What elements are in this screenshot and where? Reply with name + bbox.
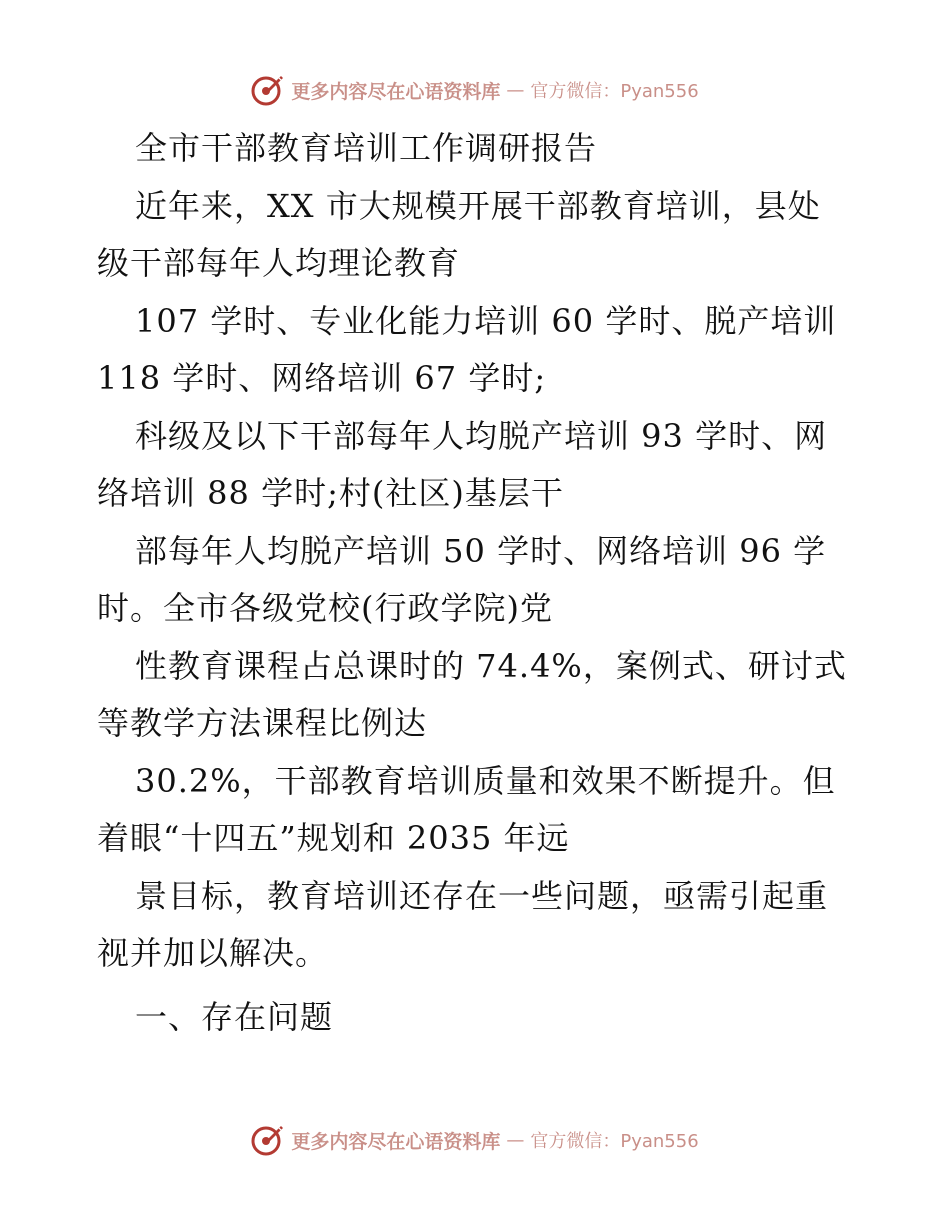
section-heading: 一、存在问题 [135,997,334,1036]
paragraph-line: 科级及以下干部每年人均脱产培训 93 学时、网 [135,416,828,455]
paragraph-line: 景目标，教育培训还存在一些问题，亟需引起重 [135,876,829,915]
paragraph-line: 级干部每年人均理论教育 [97,244,461,282]
paragraph-line: 等教学方法课程比例达 [97,704,428,742]
banner-main-text: 更多内容尽在心语资料库 [291,80,501,103]
document-title: 全市干部教育培训工作调研报告 [135,129,598,167]
paragraph-line: 络培训 88 学时;村(社区)基层干 [97,474,564,512]
paragraph-line: 性教育课程占总课时的 74.4%，案例式、研讨式 [135,646,847,685]
paragraph-line: 118 学时、网络培训 67 学时; [97,359,547,397]
paragraph-line: 近年来，XX 市大规模开展干部教育培训，县处 [135,186,821,225]
banner-dash: — [506,79,525,101]
paragraph-line: 107 学时、专业化能力培训 60 学时、脱产培训 [135,301,837,340]
footer-banner [0,1120,950,1160]
document-body [97,120,857,1046]
paragraph-line: 部每年人均脱产培训 50 学时、网络培训 96 学 [135,531,827,570]
paragraph-line: 视并加以解决。 [97,934,329,972]
paragraph-line: 时。全市各级党校(行政学院)党 [97,589,553,627]
banner-main-text: 更多内容尽在心语资料库 [291,1130,501,1153]
paragraph-line: 着眼“十四五”规划和 2035 年远 [97,819,570,857]
paragraph-line: 30.2%，干部教育培训质量和效果不断提升。但 [135,761,836,800]
header-banner [0,70,950,110]
banner-wechat-text: 官方微信：Pyan556 [530,81,699,102]
banner-wechat-text: 官方微信：Pyan556 [530,1131,699,1152]
pen-logo-icon [251,1123,285,1157]
banner-dash: — [506,1129,525,1151]
pen-logo-icon [251,73,285,107]
